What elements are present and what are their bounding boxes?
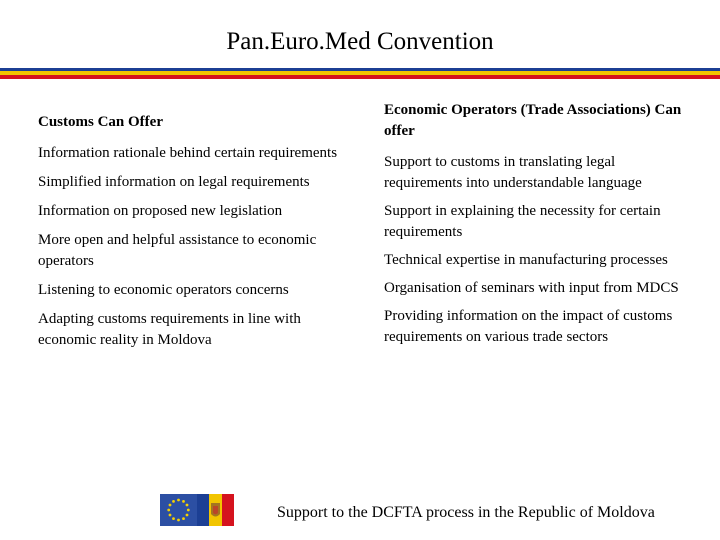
customs-offer-column (38, 112, 338, 359)
customs-offer-item: Simplified information on legal requirements (38, 174, 310, 190)
stripe-red (0, 75, 720, 79)
operators-offer-item: Support in explaining the necessity for certain requirements (384, 203, 661, 240)
footer-logos (160, 494, 234, 526)
customs-offer-item: Information on proposed new legislation (38, 203, 283, 219)
operators-offer-item: Providing information on the impact of customs requirements on various trade sectors (384, 308, 673, 345)
customs-offer-item: More open and helpful assistance to economic operators (38, 232, 317, 269)
footer-caption: Support to the DCFTA process in the Republic of Moldova (277, 504, 655, 521)
operators-offer-heading: Economic Operators (Trade Associations) Can offer (384, 102, 682, 139)
operators-offer-item: Organisation of seminars with input from MDCS (384, 280, 679, 296)
eu-flag-icon (160, 494, 197, 526)
customs-offer-item: Information rationale behind certain requirements (38, 145, 338, 161)
customs-offer-item: Adapting customs requirements in line with economic reality in Moldova (38, 311, 301, 348)
operators-offer-column (384, 100, 684, 355)
operators-offer-item: Support to customs in translating legal requirements into understandable language (384, 154, 642, 191)
customs-offer-heading: Customs Can Offer (38, 114, 163, 130)
operators-offer-item: Technical expertise in manufacturing processes (384, 252, 668, 268)
customs-offer-item: Listening to economic operators concerns (38, 282, 289, 298)
flags-logo (160, 494, 234, 526)
moldova-flag-icon (197, 494, 234, 526)
tricolor-stripe (0, 68, 720, 82)
slide-title: Pan.Euro.Med Convention (226, 28, 494, 55)
